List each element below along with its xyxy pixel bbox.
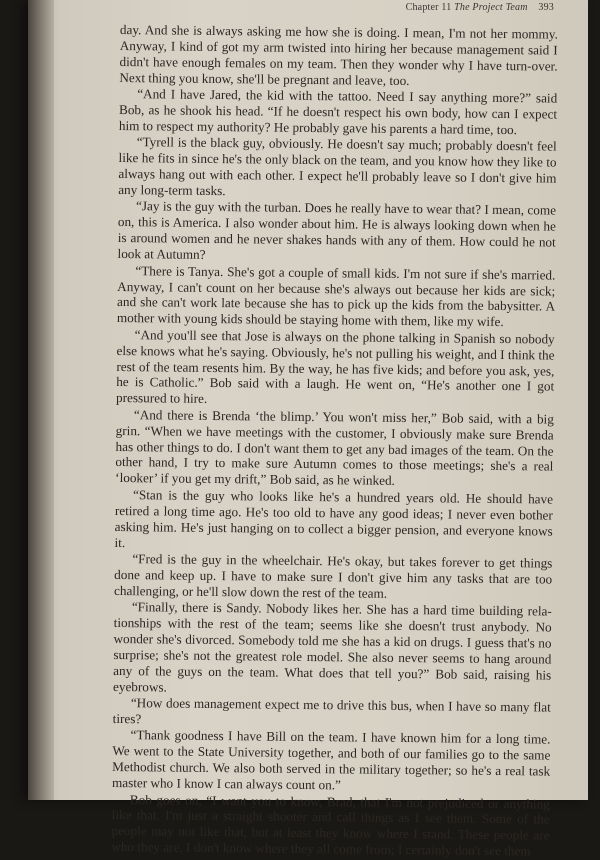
- book-spine-shadow: [28, 0, 54, 800]
- paragraph: “Jay is the guy with the turban. Does he really have to wear that? I mean, come on, this is America. I also wonder about him. He is always looking down when he is around women and he never shakes hands with any of them. How could he not look at Autumn?: [117, 198, 557, 263]
- running-header: [406, 2, 554, 13]
- paragraph: “How does management expect me to drive this bus, when I have so many flat tires?: [112, 695, 551, 727]
- page-number: 393: [538, 2, 554, 13]
- paragraph: “There is Tanya. She's got a couple of small kids. I'm not sure if she's married. Anyway, I can't count on her because she's always out because her kids are sick; and she can't work late because she has to pick up the kids from the babysitter. A mother with young kids should be staying home with them, like my wife.: [116, 262, 556, 330]
- paragraph: “Finally, there is Sandy. Nobody likes her. She has a hard time building rela-tionships with the rest of the team; seems like she doesn't trust anybody. No wonder she's divorced. Somebody told me she has a kid on drugs. I guess that's no surprise; she's not the greatest role model. She also never seems to hang around any of the guys on the team. What does that tell you?” Bob said, raising his eyebrows.: [112, 599, 552, 695]
- paragraph: “Stan is the guy who looks like he's a hundred years old. He should have retired a long time ago. He's too old to have any good ideas; I never even bother asking him. He's just hanging on to collect a bigger pension, and everyone knows it.: [114, 486, 554, 550]
- paragraph: “Fred is the guy in the wheelchair. He's okay, but takes forever to get things done and keep up. I have to make sure I don't give him any tasks that are too challenging, or he'll slow down the rest of the team.: [113, 551, 553, 601]
- paragraph: Bob goes on, “I want you to know, Brad, that I'm not prejudiced or anything like that. I'm just a straight shooter and call things as I see them. Some of the people may not like that, but at least they know where I stand. These people are who they are. I don't know where they all come from; I certainly don't see them: [111, 791, 550, 859]
- chapter-label: Chapter 11: [405, 2, 452, 13]
- paragraph: day. And she is always asking me how she is doing. I mean, I'm not her mommy. Anyway, I kind of got my arm twisted into hiring her because management said I didn't have enough females on my team. Then they wonder why I have turn-over. Next thing you know, she'll be pregnant and leave, too.: [119, 22, 558, 88]
- paragraph: “Tyrell is the black guy, obviously. He doesn't say much; probably doesn't feel like he fits in since he's the only black on the team, and you know how they like to always hang out with each other. I expect he'll probably leave so I don't give him any long-term tasks.: [118, 134, 557, 199]
- paragraph: “And you'll see that Jose is always on the phone talking in Spanish so nobody else knows what he's saying. Obviously, he's not pulling his weight, and I think the rest of the team resents him. By the way, he has five kids; and before you ask, yes, he is Catholic.” Bob said with a laugh. He went on, “He's another one I got pressured to hire.: [115, 326, 555, 407]
- paragraph: “Thank goodness I have Bill on the team. I have known him for a long time. We went to the State University together, and both of our families go to the same Methodist church. We also both served in the military together; so he's a real task master who I know I can always count on.”: [111, 727, 551, 793]
- paragraph: “And there is Brenda ‘the blimp.’ You won't miss her,” Bob said, with a big grin. “When we have meetings with the customer, I obviously make sure Brenda has other things to do. I don't want them to get any bad images of the team. On the other hand, I try to make sure Autumn comes to those meetings; she's a real ‘looker’ if you get my drift,” Bob said, as he winked.: [115, 406, 554, 489]
- book-page: [28, 0, 588, 859]
- paragraph: “And I have Jared, the kid with the tattoo. Need I say anything more?” said Bob, as he shook his head. “If he doesn't respect his own body, how can I expect him to respect my authority? He probably gave his parents a hard time, too.: [118, 86, 558, 138]
- chapter-title: The Project Team: [454, 2, 528, 13]
- body-text: [111, 22, 558, 860]
